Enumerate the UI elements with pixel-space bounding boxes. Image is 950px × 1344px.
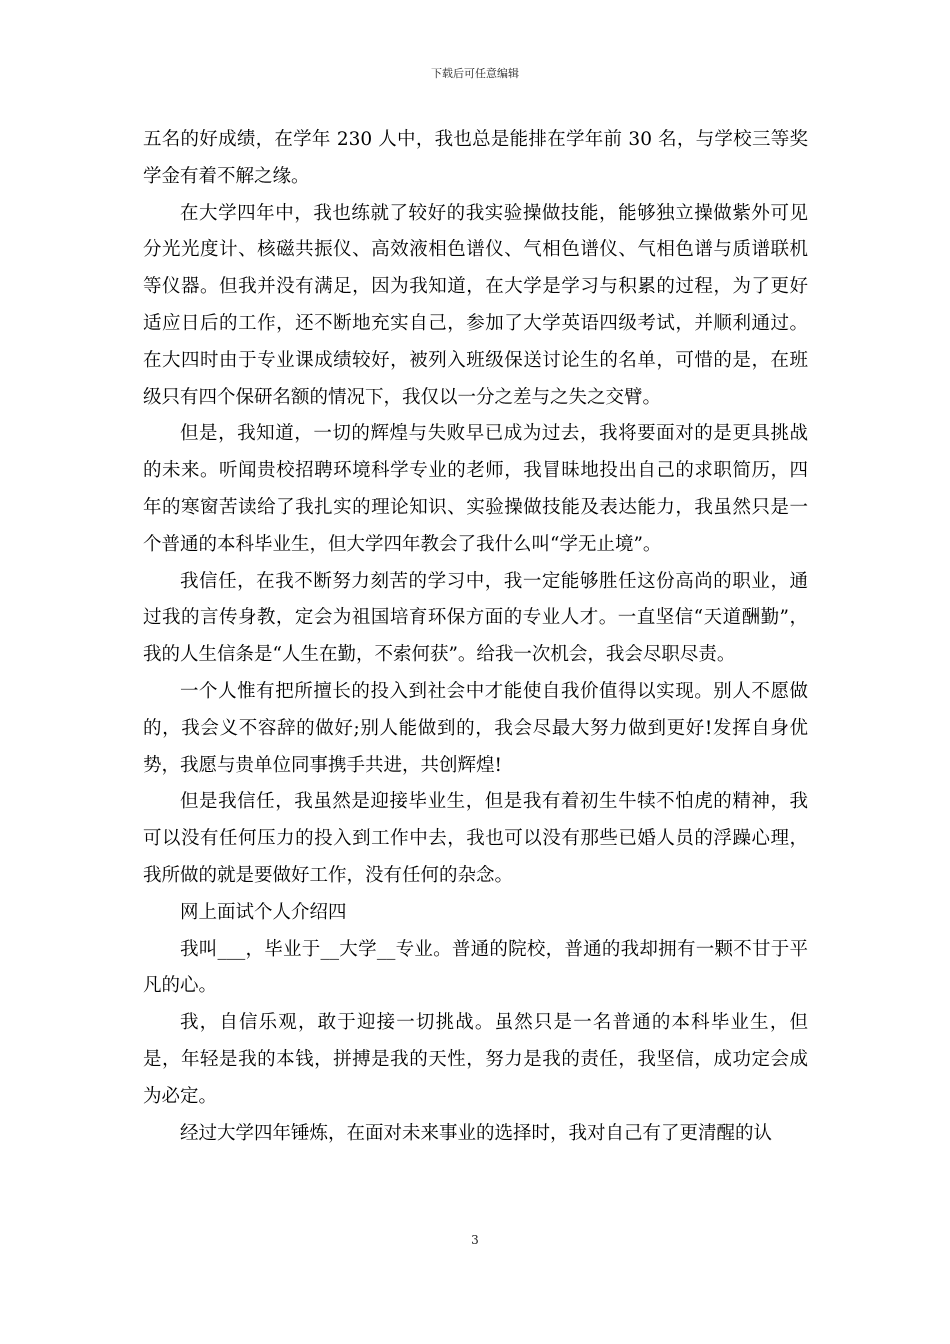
paragraph-new-graduate: 但是我信任，我虽然是迎接毕业生，但是我有着初生牛犊不怕虎的精神，我可以没有任何压力的投入到工作中去，我也可以没有那些已婚人员的浮躁心理，我所做的就是要做好工作，没有任何的杂念。 — [143, 791, 808, 886]
paragraph-intro: 我叫___，毕业于__大学__专业。普通的院校，普通的我却拥有一颗不甘于平凡的心。 — [143, 938, 808, 997]
section-heading: 网上面试个人介绍四 — [180, 901, 347, 923]
paragraph-four-years: 经过大学四年锤炼，在面对未来事业的选择时，我对自己有了更清醒的认 — [180, 1122, 773, 1144]
document-body — [143, 122, 808, 1152]
page-header: 下载后可任意编辑 — [431, 67, 519, 80]
paragraph-future-challenge: 但是，我知道，一切的辉煌与失败早已成为过去，我将要面对的是更具挑战的未来。听闻贵校招聘环境科学专业的老师，我冒昧地投出自己的求职简历，四年的寒窗苦读给了我扎实的理论知识、实验操做技能及表达能力，我虽然只是一个普通的本科毕业生，但大学四年教会了我什么叫“学无止境”。 — [143, 423, 808, 555]
paragraph-confidence: 我，自信乐观，敢于迎接一切挑战。虽然只是一名普通的本科毕业生，但是，年轻是我的本钱，拼搏是我的天性，努力是我的责任，我坚信，成功定会成为必定。 — [143, 1012, 808, 1107]
paragraph-lab-skills: 在大学四年中，我也练就了较好的我实验操做技能，能够独立操做紫外可见分光光度计、核磁共振仪、高效液相色谱仪、气相色谱仪、气相色谱与质谱联机等仪器。但我并没有满足，因为我知道，在大学是学习与积累的过程，为了更好适应日后的工作，还不断地充实自己，参加了大学英语四级考试，并顺利通过。在大四时由于专业课成绩较好，被列入班级保送讨论生的名单，可惜的是，在班级只有四个保研名额的情况下，我仅以一分之差与之失之交臂。 — [143, 202, 808, 408]
paragraph-continued: 五名的好成绩，在学年 230 人中，我也总是能排在学年前 30 名，与学校三等奖学金有着不解之缘。 — [143, 129, 808, 187]
page-number: 3 — [471, 1233, 479, 1247]
paragraph-belief: 我信任，在我不断努力刻苦的学习中，我一定能够胜任这份高尚的职业，通过我的言传身教，定会为祖国培育环保方面的专业人才。一直坚信“天道酬勤”，我的人生信条是“人生在勤，不索何获”。给我一次机会，我会尽职尽责。 — [143, 570, 808, 666]
paragraph-self-value: 一个人惟有把所擅长的投入到社会中才能使自我价值得以实现。别人不愿做的，我会义不容辞的做好;别人能做到的，我会尽最大努力做到更好!发挥自身优势，我愿与贵单位同事携手共进，共创辉煌! — [143, 680, 808, 776]
